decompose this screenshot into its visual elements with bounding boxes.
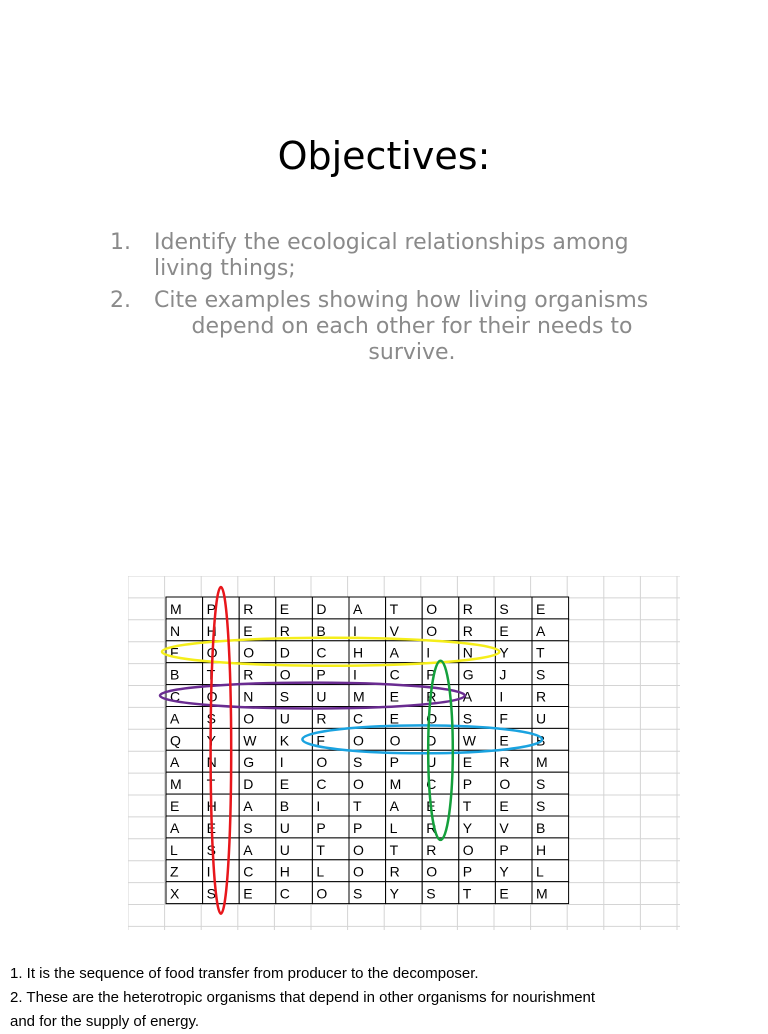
- grid-letter: I: [206, 863, 211, 880]
- grid-letter: U: [536, 710, 547, 727]
- grid-letter: F: [316, 732, 325, 749]
- grid-letter: J: [499, 666, 507, 683]
- grid-letter: S: [206, 841, 216, 858]
- grid-letter: R: [243, 600, 254, 617]
- grid-letter: T: [389, 600, 399, 617]
- grid-letter: T: [206, 666, 216, 683]
- grid-letter: B: [316, 622, 326, 639]
- grid-letter: M: [389, 776, 402, 793]
- grid-letter: A: [353, 600, 363, 617]
- grid-letter: O: [353, 841, 364, 858]
- grid-letter: R: [426, 819, 437, 836]
- grid-letter: D: [279, 644, 290, 661]
- grid-letter: I: [353, 666, 357, 683]
- grid-letter: O: [462, 841, 474, 858]
- grid-letter: S: [353, 754, 363, 771]
- grid-letter: E: [279, 776, 290, 793]
- grid-letter: R: [243, 666, 254, 683]
- grid-letter: S: [536, 798, 546, 814]
- grid-letter: O: [243, 644, 255, 661]
- grid-letter: Y: [499, 644, 509, 661]
- grid-letter: G: [243, 754, 255, 771]
- grid-letter: C: [170, 688, 181, 705]
- clue-2-continued: and for the supply of energy.: [10, 1013, 200, 1030]
- grid-letter: D: [426, 732, 437, 749]
- grid-letter: V: [499, 819, 509, 836]
- grid-letter: I: [499, 688, 504, 705]
- grid-letter: U: [279, 710, 290, 727]
- grid-letter: A: [389, 644, 399, 661]
- grid-letter: S: [536, 776, 546, 793]
- grid-letter: M: [170, 600, 182, 617]
- grid-letter: S: [536, 666, 546, 683]
- grid-letter: E: [499, 732, 509, 749]
- grid-letter: A: [536, 622, 546, 639]
- grid-letter: S: [243, 819, 253, 836]
- objective-item-1: [110, 230, 670, 282]
- grid-letter: O: [316, 885, 328, 902]
- grid-letter: O: [499, 776, 511, 793]
- grid-letter: C: [426, 776, 437, 793]
- grid-letter: B: [536, 819, 546, 836]
- grid-letter: A: [462, 688, 473, 705]
- grid-letter: M: [353, 688, 365, 705]
- grid-letter: T: [389, 841, 399, 858]
- clue-1: 1. It is the sequence of food transfer from producer to the decomposer.: [10, 965, 479, 982]
- grid-letter: C: [243, 863, 254, 880]
- grid-letter: A: [389, 798, 399, 814]
- grid-letter: O: [426, 710, 438, 727]
- grid-letter: L: [316, 863, 325, 880]
- grid-letter: O: [206, 688, 218, 705]
- grid-letter: H: [536, 841, 547, 858]
- grid-letter: B: [536, 732, 546, 749]
- grid-letter: F: [170, 644, 179, 661]
- clues: [10, 962, 760, 1034]
- grid-letter: W: [243, 732, 257, 749]
- grid-letter: L: [389, 819, 398, 836]
- grid-letter: R: [389, 863, 400, 880]
- grid-letter: I: [279, 754, 284, 771]
- grid-letter: M: [536, 885, 548, 902]
- grid-letter: S: [499, 600, 509, 617]
- grid-letter: D: [316, 600, 327, 617]
- grid-letter: O: [426, 863, 438, 880]
- objective-text-1: Identify the ecological relationships among living things;: [154, 230, 629, 281]
- grid-letter: R: [462, 600, 473, 617]
- grid-letter: E: [462, 754, 473, 771]
- grid-letter: S: [279, 688, 290, 705]
- grid-letter: L: [170, 841, 178, 858]
- grid-letter: I: [316, 798, 321, 814]
- grid-letter: E: [426, 798, 436, 814]
- grid-letter: E: [243, 622, 253, 639]
- objective-number-2: 2.: [110, 288, 131, 313]
- grid-letter: E: [499, 798, 509, 814]
- grid-letter: E: [243, 885, 253, 902]
- grid-letter: A: [243, 841, 253, 858]
- grid-letter: O: [353, 732, 364, 749]
- grid-letter: E: [536, 600, 546, 617]
- grid-letter: E: [499, 622, 509, 639]
- grid-letter: R: [462, 622, 473, 639]
- grid-letter: E: [206, 819, 216, 836]
- grid-letter: Y: [462, 819, 473, 836]
- grid-letter: T: [536, 644, 545, 661]
- clue-2: 2. These are the heterotropic organisms that depend in other organisms for nourishment: [10, 989, 596, 1006]
- grid-letter: A: [243, 798, 253, 814]
- grid-letter: S: [426, 885, 436, 902]
- grid-letter: P: [206, 600, 216, 617]
- grid-letter: T: [462, 885, 472, 902]
- grid-letter: E: [389, 688, 399, 705]
- grid-letter: N: [170, 622, 181, 639]
- objectives-list: [110, 230, 670, 372]
- grid-letter: U: [316, 688, 327, 705]
- grid-letter: U: [279, 819, 290, 836]
- grid-letter: R: [426, 841, 437, 858]
- grid-letter: P: [426, 666, 436, 683]
- objective-text-2-line-1: Cite examples showing how living organisms: [154, 288, 649, 313]
- grid-letter: Z: [170, 863, 179, 880]
- grid-letter: S: [462, 710, 473, 727]
- grid-letter: P: [316, 666, 326, 683]
- grid-letter: Y: [206, 732, 216, 749]
- grid-letter: H: [279, 863, 290, 880]
- grid-letter: C: [353, 710, 364, 727]
- grid-letter: S: [206, 885, 216, 902]
- grid-letter: O: [243, 710, 255, 727]
- grid-letter: R: [316, 710, 327, 727]
- grid-letter: E: [389, 710, 399, 727]
- grid-letter: F: [499, 710, 508, 727]
- grid-letter: L: [536, 863, 544, 880]
- grid-letter: D: [243, 776, 254, 793]
- grid-letter: U: [279, 841, 290, 858]
- word-search-svg: [128, 576, 680, 930]
- grid-letter: O: [316, 754, 328, 771]
- grid-letter: T: [316, 841, 325, 858]
- grid-letter: E: [170, 798, 180, 814]
- grid-letter: A: [170, 710, 180, 727]
- grid-letter: B: [170, 666, 180, 683]
- grid-letter: O: [353, 863, 364, 880]
- grid-letter: G: [462, 666, 474, 683]
- grid-letter: Y: [389, 885, 399, 902]
- objective-text-2-line-3: survive.: [368, 340, 456, 365]
- grid-letter: S: [353, 885, 363, 902]
- grid-letter: R: [279, 622, 290, 639]
- grid-letter: B: [279, 798, 290, 814]
- grid-letter: N: [243, 688, 254, 705]
- grid-letter: U: [426, 754, 437, 771]
- grid-letter: Q: [170, 732, 181, 749]
- grid-letter: C: [279, 885, 290, 902]
- objective-text-2-line-2: depend on each other for their needs to: [191, 314, 633, 339]
- grid-letter: O: [279, 666, 291, 683]
- grid-letter: P: [389, 754, 399, 771]
- grid-letter: N: [206, 754, 217, 771]
- grid-letter: E: [279, 600, 290, 617]
- grid-letter: C: [316, 644, 327, 661]
- grid-letter: R: [426, 688, 437, 705]
- grid-letter: Y: [499, 863, 509, 880]
- objective-item-2: [110, 288, 670, 366]
- grid-letter: H: [206, 622, 217, 639]
- grid-letter: K: [279, 732, 290, 749]
- grid-letter: O: [389, 732, 401, 749]
- grid-letter: P: [353, 819, 363, 836]
- grid-letter: P: [316, 819, 326, 836]
- objective-number-1: 1.: [110, 230, 131, 255]
- grid-letter: M: [170, 776, 182, 793]
- grid-letter: O: [206, 644, 218, 661]
- grid-letter: P: [462, 776, 473, 793]
- grid-letter: O: [426, 622, 438, 639]
- grid-letter: C: [389, 666, 400, 683]
- grid-letter: H: [353, 644, 364, 661]
- grid-letter: A: [170, 754, 180, 771]
- grid-letter: V: [389, 622, 399, 639]
- grid-letter: R: [536, 688, 547, 705]
- grid-letter: N: [462, 644, 473, 661]
- grid-letter: M: [536, 754, 548, 771]
- word-search-puzzle: [128, 576, 680, 930]
- grid-letter: T: [462, 798, 472, 814]
- grid-letter: P: [462, 863, 473, 880]
- grid-letter: E: [499, 885, 509, 902]
- grid-letter: P: [499, 841, 509, 858]
- grid-letter: O: [353, 776, 364, 793]
- grid-letter: I: [426, 644, 431, 661]
- grid-letter: R: [499, 754, 510, 771]
- grid-letter: C: [316, 776, 327, 793]
- grid-letter: S: [206, 710, 216, 727]
- page-title: Objectives:: [277, 134, 491, 178]
- grid-letter: H: [206, 798, 217, 814]
- grid-letter: A: [170, 819, 180, 836]
- grid-letter: X: [170, 885, 180, 902]
- grid-letter: T: [206, 776, 216, 793]
- grid-letter: I: [353, 622, 357, 639]
- grid-letter: W: [462, 732, 477, 749]
- grid-letter: O: [426, 600, 438, 617]
- grid-letter: T: [353, 798, 362, 814]
